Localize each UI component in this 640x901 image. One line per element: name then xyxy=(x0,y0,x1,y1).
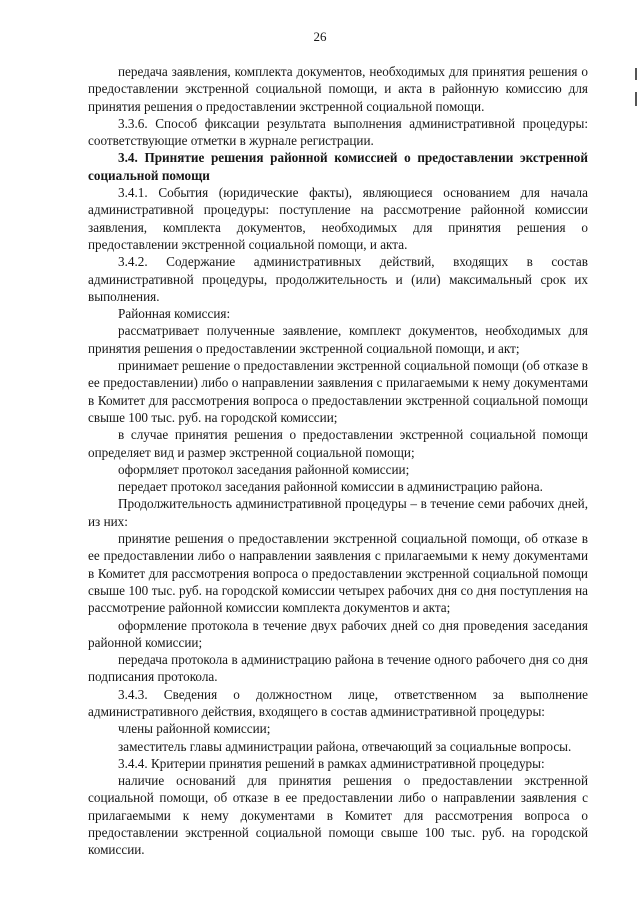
scan-edge-mark xyxy=(635,68,637,80)
paragraph: наличие оснований для принятия решения о предоставлении экстренной социальной помощи, об отказе в ее предоставлении либо о направлении заявления с прилагаемыми к нему документами в Комитет для рассмотрения вопроса о предоставлении экстренной социальной помощи свыше 100 тыс. руб. на городской комиссии. xyxy=(88,773,588,858)
paragraph: 3.4.3. Сведения о должностном лице, ответственном за выполнение административного действия, входящего в состав административной процедуры: xyxy=(88,686,588,719)
paragraph: 3.4.1. События (юридические факты), являющиеся основанием для начала административной процедуры: поступление на рассмотрение районной комиссии заявления, комплекта документов, необходимых для принятия решения о предоставлении экстренной социальной помощи, и акта. xyxy=(88,185,588,252)
paragraph: 3.3.6. Способ фиксации результата выполнения административной процедуры: соответствующие отметки в журнале регистрации. xyxy=(88,115,588,149)
paragraph: в случае принятия решения о предоставлении экстренной социальной помощи определяет вид и размер экстренной социальной помощи; xyxy=(88,427,588,460)
scan-edge-mark xyxy=(635,92,637,106)
paragraph: передача протокола в администрацию района в течение одного рабочего дня со дня подписания протокола. xyxy=(88,652,588,685)
paragraph: рассматривает полученные заявление, комплект документов, необходимых для принятия решения о предоставлении экстренной социальной помощи, и акт; xyxy=(88,323,588,356)
paragraph: принятие решения о предоставлении экстренной социальной помощи, об отказе в ее предоставлении либо о направлении заявления с прилагаемыми к нему документами в Комитет для рассмотрения вопроса о предоставлении экстренной социальной помощи свыше 100 тыс. руб. на городской комиссии четырех рабочих дня со дня поступления на рассмотрение районной комиссии комплекта документов и акта; xyxy=(88,531,588,616)
paragraph: оформление протокола в течение двух рабочих дней со дня проведения заседания районной комиссии; xyxy=(88,617,588,650)
paragraph: 3.4.4. Критерии принятия решений в рамках административной процедуры: xyxy=(118,755,545,771)
paragraph: Продолжительность административной процедуры – в течение семи рабочих дней, из них: xyxy=(88,496,588,529)
paragraph: оформляет протокол заседания районной комиссии; xyxy=(118,461,410,477)
page-number: 26 xyxy=(313,29,327,44)
paragraph: заместитель главы администрации района, отвечающий за социальные вопросы. xyxy=(118,738,572,754)
paragraph: Районная комиссия: xyxy=(118,306,231,322)
paragraph: 3.4.2. Содержание административных действий, входящих в состав административной процедуры, продолжительность и (или) максимальный срок их выполнения. xyxy=(88,254,588,304)
paragraph: члены районной комиссии; xyxy=(118,721,271,737)
paragraph: передает протокол заседания районной комиссии в администрацию района. xyxy=(118,479,543,495)
document-body xyxy=(88,63,588,859)
paragraph: принимает решение о предоставлении экстренной социальной помощи (об отказе в ее предоставлении) либо о направлении заявления с прилагаемыми к нему документами в Комитет для рассмотрения вопроса о предоставлении экстренной социальной помощи свыше 100 тыс. руб. на городской комиссии; xyxy=(88,358,588,425)
section-heading: 3.4. Принятие решения районной комиссией о предоставлении экстренной социальной помощи xyxy=(88,150,588,183)
paragraph: передача заявления, комплекта документов, необходимых для принятия решения о предоставлении экстренной социальной помощи, и акта в районную комиссию для принятия решения о предоставлении экстренной социальной помощи. xyxy=(88,64,588,114)
